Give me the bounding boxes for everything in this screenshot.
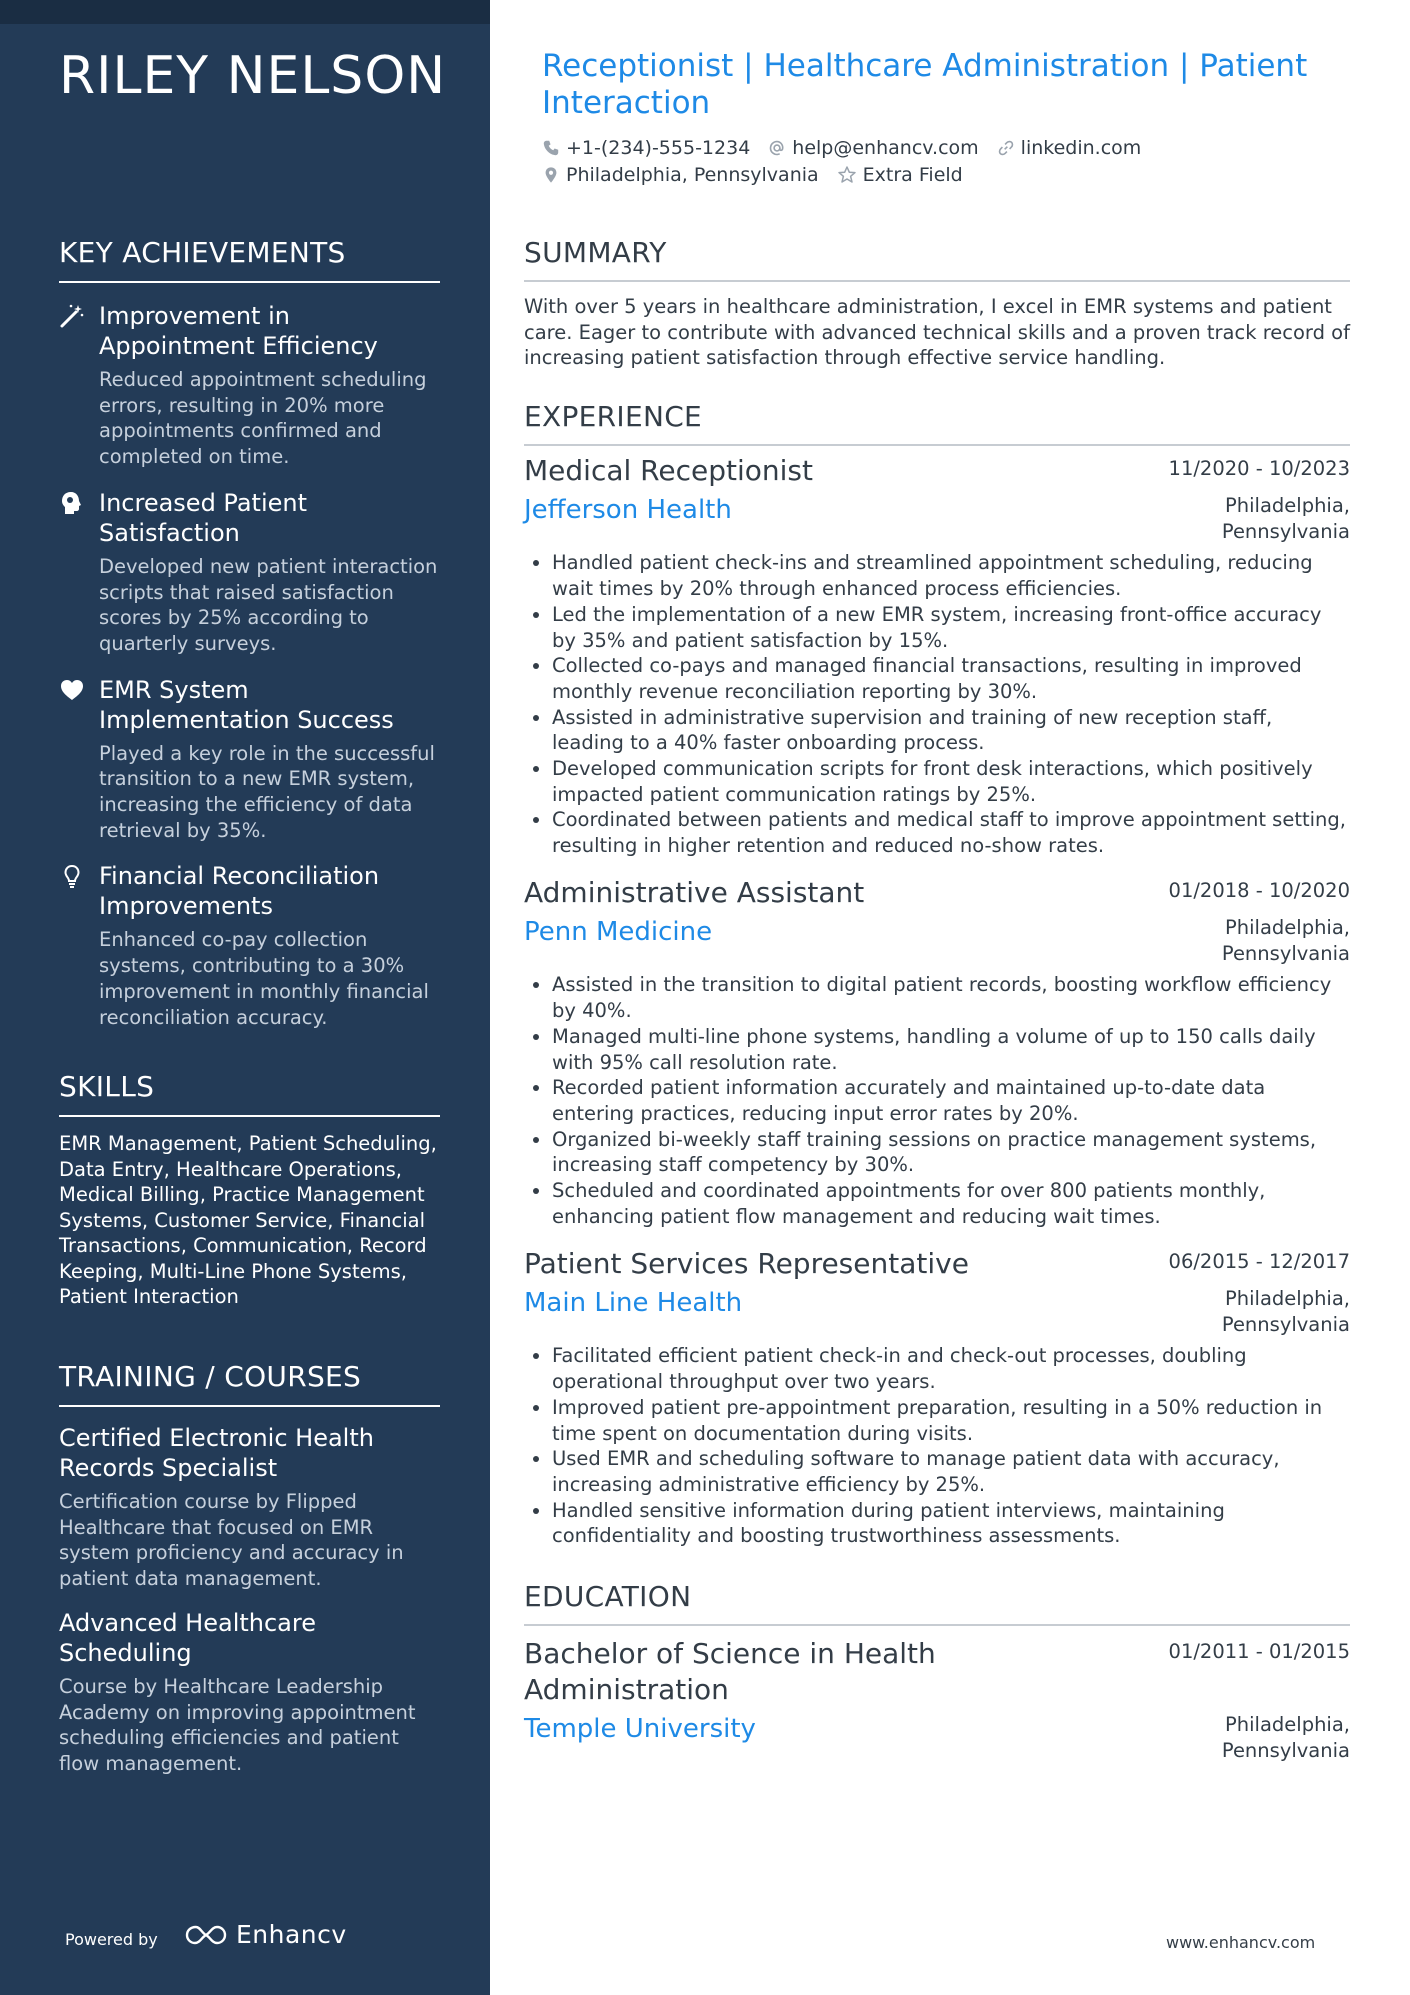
job-dates: 01/2018 - 10/2020 — [1168, 879, 1350, 902]
course-description: Course by Healthcare Leadership Academy on improving appointment scheduling efficiencies and patient flow management. — [59, 1674, 416, 1775]
achievement-description: Reduced appointment scheduling errors, resulting in 20% more appointments confirmed and completed on time. — [99, 368, 427, 469]
job-bullet: • Coordinated between patients and medical staff to improve appointment setting, resulting in higher retention and reduced no-show rates. — [552, 807, 1350, 858]
job-bullet: • Recorded patient information accurately and maintained up-to-date data entering practices, reducing input error rates by 20%. — [552, 1075, 1350, 1126]
job-dates: 11/2020 - 10/2023 — [1168, 457, 1350, 480]
achievements-section — [59, 236, 440, 1030]
education-dates: 01/2011 - 01/2015 — [1168, 1640, 1350, 1663]
sidebar — [0, 0, 490, 1995]
achievement-description: Enhanced co-pay collection systems, contributing to a 30% improvement in monthly financial reconciliation accuracy. — [99, 928, 429, 1029]
at-sign-icon — [768, 139, 786, 157]
job-bullet: • Developed communication scripts for front desk interactions, which positively impacted patient communication ratings by 25%. — [552, 756, 1350, 807]
contact-row-1 — [542, 137, 1159, 159]
education-location-state: Pennsylvania — [1221, 1738, 1350, 1762]
course-title: Advanced Healthcare Scheduling — [59, 1608, 316, 1667]
job-role: Administrative Assistant — [524, 876, 865, 909]
achievement-description: Developed new patient interaction scripts that raised satisfaction scores by 25% according to quarterly surveys. — [99, 554, 438, 655]
sidebar-top-bar — [0, 0, 490, 24]
contact-phone[interactable] — [542, 137, 750, 159]
achievement-title: Financial Reconciliation Improvements — [99, 862, 380, 921]
achievement-item — [59, 488, 440, 657]
extra-field-text: Extra Field — [862, 164, 963, 186]
job-bullet: • Handled patient check-ins and streamlined appointment scheduling, reducing wait times by 20% through enhanced process efficiencies. — [552, 550, 1350, 601]
experience-entry — [524, 1246, 1350, 1549]
job-role: Patient Services Representative — [524, 1247, 969, 1280]
brain-head-icon — [59, 490, 85, 516]
skills-heading: SKILLS — [59, 1070, 440, 1117]
phone-text: +1-(234)-555-1234 — [566, 137, 751, 159]
achievement-item — [59, 861, 440, 1030]
job-location-city: Philadelphia, — [1225, 494, 1350, 517]
job-bullet: • Assisted in administrative supervision and training of new reception staff, leading to a 40% faster onboarding process. — [552, 705, 1350, 756]
location-pin-icon — [542, 166, 560, 184]
training-section — [59, 1360, 440, 1777]
education-location-city: Philadelphia, — [1225, 1713, 1350, 1736]
job-location — [1222, 1286, 1350, 1337]
experience-entry — [524, 453, 1350, 859]
job-bullet: • Assisted in the transition to digital patient records, boosting workflow efficiency by 40%. — [552, 972, 1350, 1023]
summary-text: With over 5 years in healthcare administration, I excel in EMR systems and patient care. Eager to contribute with advanced technical skills and a proven track record of increasing patient satisfaction through effective service handling. — [524, 295, 1350, 370]
course-item — [59, 1608, 440, 1777]
achievement-title: Improvement in Appointment Efficiency — [99, 302, 378, 360]
course-description: Certification course by Flipped Healthcare that focused on EMR system proficiency and accuracy in patient data management. — [59, 1490, 404, 1591]
job-bullets — [524, 550, 1350, 858]
skills-section — [59, 1070, 440, 1310]
experience-entry — [524, 875, 1350, 1229]
job-bullet: • Managed multi-line phone systems, handling a volume of up to 150 calls daily with 95% call resolution rate. — [552, 1024, 1350, 1075]
job-title-headline: Receptionist | Healthcare Administration | Patient Interaction — [542, 48, 1308, 121]
achievement-title: Increased Patient Satisfaction — [99, 488, 307, 547]
job-company: Main Line Health — [524, 1288, 743, 1318]
job-location-state: Pennsylvania — [1221, 1312, 1350, 1336]
website-text: linkedin.com — [1020, 137, 1142, 159]
star-icon — [837, 165, 857, 185]
link-icon — [997, 139, 1015, 157]
contact-extra-field — [837, 164, 963, 186]
experience-heading: EXPERIENCE — [524, 400, 1350, 446]
enhancv-brand-text: Enhancv — [236, 1920, 347, 1949]
job-bullet: • Handled sensitive information during patient interviews, maintaining confidentiality and boosting trustworthiness assessments. — [552, 1498, 1350, 1549]
achievements-heading: KEY ACHIEVEMENTS — [59, 236, 440, 283]
job-bullets — [524, 972, 1350, 1229]
enhancv-logo-icon — [184, 1923, 228, 1947]
job-location-state: Pennsylvania — [1221, 941, 1350, 965]
job-bullet: • Improved patient pre-appointment preparation, resulting in a 50% reduction in time spent on documentation during visits. — [552, 1395, 1350, 1446]
job-bullet: • Facilitated efficient patient check-in and check-out processes, doubling operational throughput over two years. — [552, 1343, 1350, 1394]
course-title: Certified Electronic Health Records Specialist — [59, 1424, 374, 1482]
heart-icon — [59, 677, 85, 703]
achievement-description: Played a key role in the successful transition to a new EMR system, increasing the efficiency of data retrieval by 35%. — [99, 741, 435, 842]
course-item — [59, 1423, 440, 1592]
job-company: Penn Medicine — [524, 917, 713, 947]
job-bullet: • Led the implementation of a new EMR system, increasing front-office accuracy by 35% and patient satisfaction by 15%. — [552, 602, 1350, 653]
job-bullets — [524, 1343, 1350, 1549]
education-school: Temple University — [524, 1714, 756, 1744]
job-location — [1222, 493, 1350, 544]
training-heading: TRAINING / COURSES — [59, 1360, 440, 1407]
contact-location — [542, 164, 819, 186]
main-content — [490, 0, 1410, 1995]
achievement-title: EMR System Implementation Success — [99, 675, 394, 734]
job-location-state: Pennsylvania — [1221, 519, 1350, 543]
contact-row-2 — [542, 164, 981, 186]
job-role: Medical Receptionist — [524, 454, 813, 487]
job-bullet: • Scheduled and coordinated appointments for over 800 patients monthly, enhancing patient flow management and reducing wait times. — [552, 1178, 1350, 1229]
job-location-city: Philadelphia, — [1225, 916, 1350, 939]
education-heading: EDUCATION — [524, 1580, 1350, 1626]
powered-by-label: Powered by — [65, 1930, 158, 1949]
job-location — [1222, 915, 1350, 966]
summary-heading: SUMMARY — [524, 236, 1350, 282]
skills-list: EMR Management, Patient Scheduling, Data Entry, Healthcare Operations, Medical Billing, Practice Management Systems, Customer Service, Financial Transactions, Communication, Record Keeping, Multi-Line Phone Systems, Patient Interaction — [59, 1132, 437, 1308]
magic-wand-icon — [59, 303, 85, 329]
contact-email[interactable] — [768, 137, 978, 159]
footer-website[interactable]: www.enhancv.com — [1166, 1933, 1316, 1952]
job-dates: 06/2015 - 12/2017 — [1168, 1250, 1350, 1273]
phone-icon — [542, 139, 560, 157]
education-degree: Bachelor of Science in Health Administration — [524, 1637, 936, 1706]
achievement-item — [59, 301, 440, 470]
lightbulb-icon — [59, 863, 85, 889]
contact-website[interactable] — [997, 137, 1142, 159]
job-bullet: • Used EMR and scheduling software to manage patient data with accuracy, increasing administrative efficiency by 25%. — [552, 1446, 1350, 1497]
achievement-item — [59, 675, 440, 844]
email-text: help@enhancv.com — [792, 137, 979, 159]
job-location-city: Philadelphia, — [1225, 1287, 1350, 1310]
enhancv-logo[interactable] — [184, 1920, 347, 1949]
candidate-name: RILEY NELSON — [59, 46, 447, 106]
job-company: Jefferson Health — [524, 495, 732, 525]
education-entry — [524, 1636, 1350, 1763]
job-bullet: • Organized bi-weekly staff training sessions on practice management systems, increasing staff competency by 30%. — [552, 1127, 1350, 1178]
education-location — [1222, 1712, 1350, 1763]
job-bullet: • Collected co-pays and managed financial transactions, resulting in improved monthly revenue reconciliation reporting by 30%. — [552, 653, 1350, 704]
location-text: Philadelphia, Pennsylvania — [566, 164, 819, 186]
